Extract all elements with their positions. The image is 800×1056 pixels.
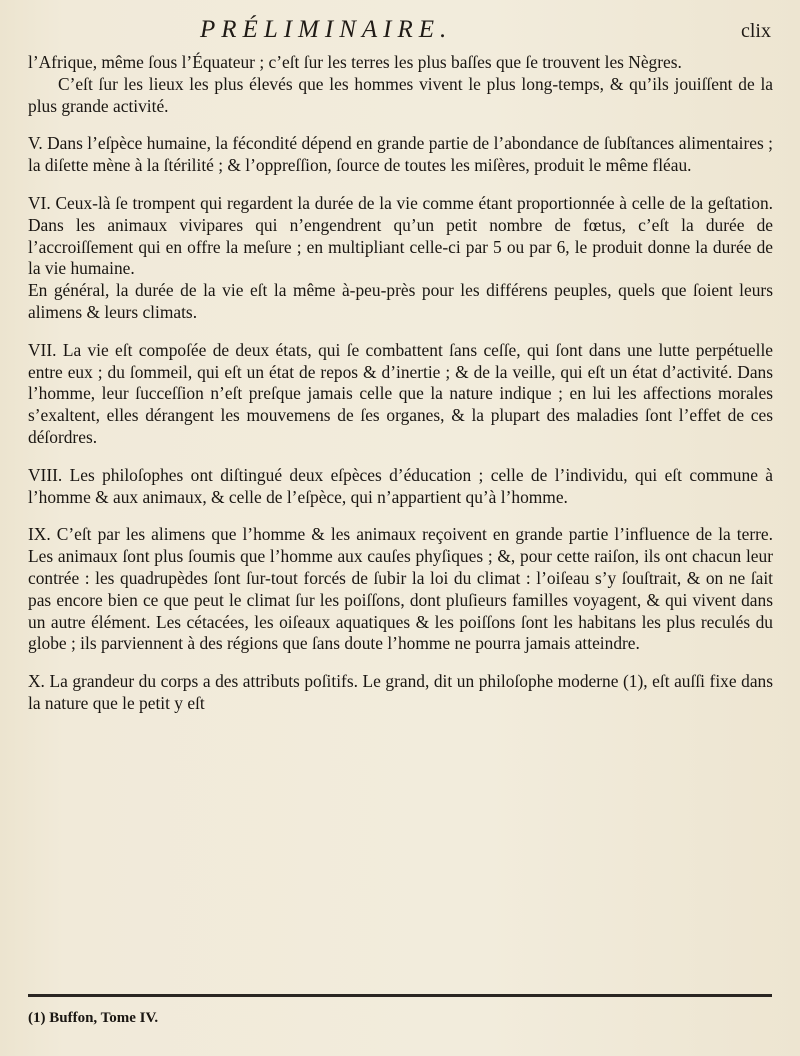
paragraph-2: C’eſt ſur les lieux les plus élevés que les hommes vivent le plus long-temps, & qu’ils jouiſſent de la plus grande activité. — [28, 73, 773, 116]
section-vi-continued: En général, la durée de la vie eſt la même à-peu-près pour les différens peuples, quels que ſoient leurs alimens & leurs climats. — [28, 280, 773, 322]
section-vi: VI. Ceux-là ſe trompent qui regardent la durée de la vie comme étant proportionnée à celle de la geſtation. Dans les animaux vivipares qui n’engendrent qu’un petit nombre de fœtus, c’eſt la durée de l’accroiſſement qui en offre la meſure ; en multipliant celle-ci par 5 ou par 6, le produit donne la durée de la vie humaine. — [28, 192, 773, 279]
footnote: (1) Buffon, Tome IV. — [28, 1010, 159, 1026]
section-ix: IX. C’eſt par les alimens que l’homme & les animaux reçoivent en grande partie l’influence de la terre. Les animaux ſont plus ſoumis que l’homme aux cauſes phyſiques ; &, pour cette raiſon, ils ont chacun leur contrée : les quadrupèdes ſont ſur-tout forcés de ſubir la loi du climat : l’oiſeau s’y ſouſtrait, & on ne ſait pas encore bien ce que peut le climat ſur les poiſſons, dont pluſieurs familles voyagent, & qui vivent dans un autre élément. Les cétacées, les oiſeaux aquatiques & les poiſſons ſont les habitans les plus reculés du globe ; ils parviennent à des régions que ſans doute l’homme ne pourra jamais atteindre. — [28, 524, 773, 654]
paragraph-1: l’Afrique, même ſous l’Équateur ; c’eſt ſur les terres les plus baſſes que ſe trouvent les Nègres. — [28, 52, 682, 72]
section-x: X. La grandeur du corps a des attributs poſitifs. Le grand, dit un philoſophe moderne (1), eſt auſſi fixe dans la nature que le petit y eſt — [28, 671, 773, 713]
page-body — [28, 52, 773, 715]
page-number: clix — [741, 20, 771, 42]
running-title: PRÉLIMINAIRE. — [200, 16, 453, 43]
section-v: V. Dans l’eſpèce humaine, la fécondité dépend en grande partie de l’abondance de ſubſtances alimentaires ; la diſette mène à la ſtérilité ; & l’oppreſſion, ſource de toutes les miſères, produit le même fléau. — [28, 133, 773, 176]
section-vii: VII. La vie eſt compoſée de deux états, qui ſe combattent ſans ceſſe, qui ſont dans une lutte perpétuelle entre eux ; du ſommeil, qui eſt un état de repos & d’inertie ; & de la veille, qui eſt un état d’activité. Dans l’homme, leur ſucceſſion n’eſt preſque jamais celle que la nature indique ; en lui les affections morales s’exaltent, elles dérangent les mouvemens de ſes organes, & la plupart des maladies ſont l’effet de ces déſordres. — [28, 339, 773, 447]
section-viii: VIII. Les philoſophes ont diſtingué deux eſpèces d’éducation ; celle de l’individu, qui eſt commune à l’homme & aux animaux, & celle de l’eſpèce, qui n’appartient qu’à l’homme. — [28, 464, 773, 507]
footnote-divider — [28, 994, 772, 997]
